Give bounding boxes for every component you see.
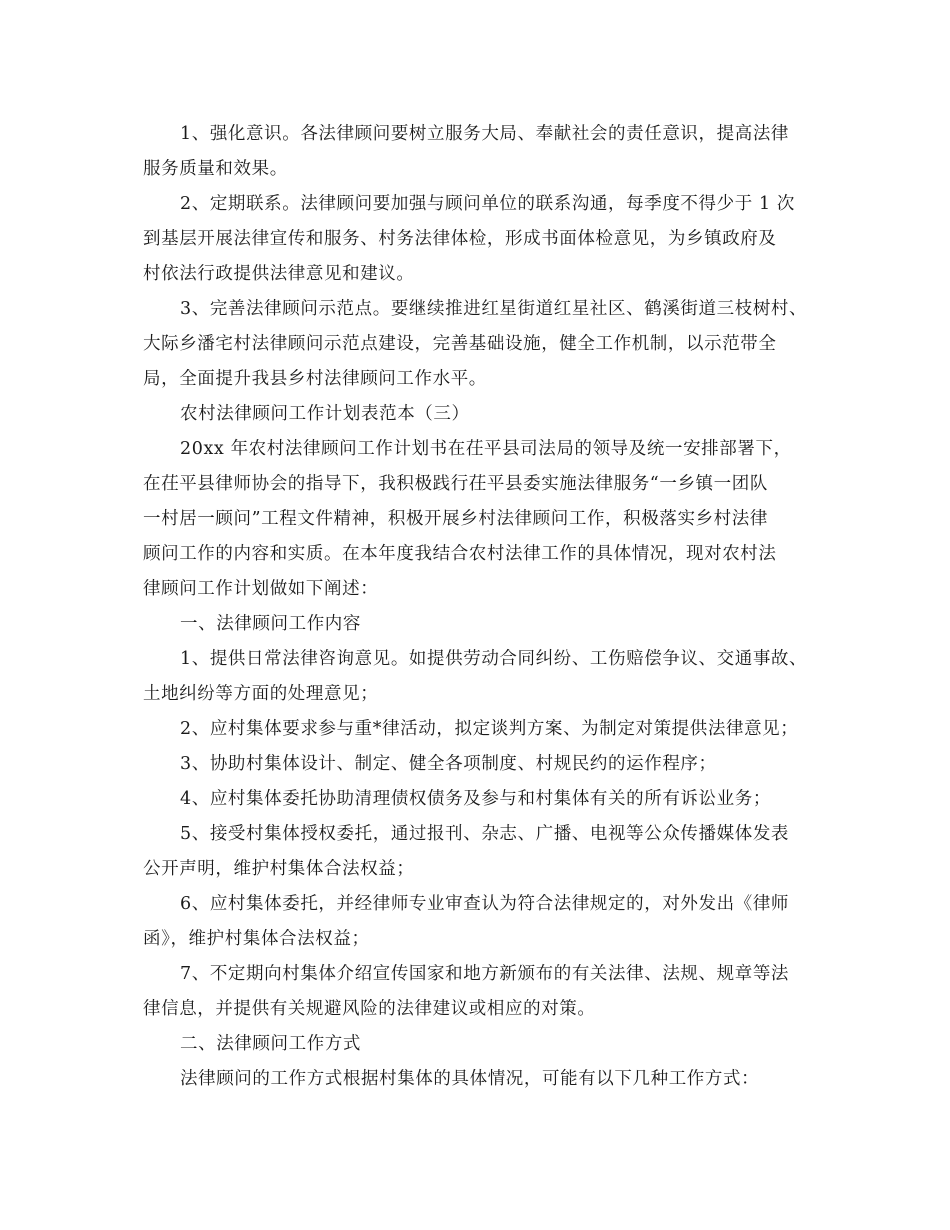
paragraph-line: 2、应村集体要求参与重*律活动，拟定谈判方案、为制定对策提供法律意见；: [180, 719, 799, 739]
paragraph-line: 土地纠纷等方面的处理意见；: [143, 684, 379, 704]
paragraph-line: 3、协助村集体设计、制定、健全各项制度、村规民约的运作程序；: [180, 754, 717, 774]
paragraph-line: 公开声明，维护村集体合法权益；: [143, 859, 415, 879]
paragraph-line: 20xx 年农村法律顾问工作计划书在茌平县司法局的领导及统一安排部署下，: [180, 439, 792, 459]
paragraph-line: 5、接受村集体授权委托，通过报刊、杂志、广播、电视等公众传播媒体发表: [180, 824, 790, 844]
paragraph-line: 律顾问工作计划做如下阐述：: [143, 579, 379, 599]
paragraph-line: 函》，维护村集体合法权益；: [143, 929, 370, 949]
section-heading: 二、法律顾问工作方式: [180, 1034, 361, 1054]
paragraph-line: 1、强化意识。各法律顾问要树立服务大局、奉献社会的责任意识，提高法律: [180, 124, 790, 144]
section-title: 农村法律顾问工作计划表范本（三）: [180, 404, 470, 424]
paragraph-line: 服务质量和效果。: [143, 159, 288, 179]
paragraph-line: 1、提供日常法律咨询意见。如提供劳动合同纠纷、工伤赔偿争议、交通事故、: [180, 649, 808, 669]
paragraph-line: 大际乡潘宅村法律顾问示范点建设，完善基础设施，健全工作机制，以示范带全: [143, 334, 777, 354]
paragraph-line: 2、定期联系。法律顾问要加强与顾问单位的联系沟通，每季度不得少于 1 次: [180, 194, 795, 214]
paragraph-line: 律信息，并提供有关规避风险的法律建议或相应的对策。: [143, 999, 596, 1019]
paragraph-line: 3、完善法律顾问示范点。要继续推进红星街道红星社区、鹤溪街道三枝树村、: [180, 299, 808, 319]
paragraph-line: 7、不定期向村集体介绍宣传国家和地方新颁布的有关法律、法规、规章等法: [180, 964, 790, 984]
section-heading: 一、法律顾问工作内容: [180, 614, 361, 634]
paragraph-line: 顾问工作的内容和实质。在本年度我结合农村法律工作的具体情况，现对农村法: [143, 544, 777, 564]
paragraph-line: 村依法行政提供法律意见和建议。: [143, 264, 415, 284]
paragraph-line: 局，全面提升我县乡村法律顾问工作水平。: [143, 369, 487, 389]
paragraph-line: 到基层开展法律宣传和服务、村务法律体检，形成书面体检意见，为乡镇政府及: [143, 229, 777, 249]
paragraph-line: 6、应村集体委托，并经律师专业审查认为符合法律规定的，对外发出《律师: [180, 894, 790, 914]
paragraph-line: 在茌平县律师协会的指导下，我积极践行茌平县委实施法律服务“一乡镇一团队: [143, 474, 768, 494]
paragraph-line: 法律顾问的工作方式根据村集体的具体情况，可能有以下几种工作方式：: [180, 1069, 760, 1089]
paragraph-line: 4、应村集体委托协助清理债权债务及参与和村集体有关的所有诉讼业务；: [180, 789, 771, 809]
paragraph-line: 一村居一顾问”工程文件精神，积极开展乡村法律顾问工作，积极落实乡村法律: [143, 509, 768, 529]
